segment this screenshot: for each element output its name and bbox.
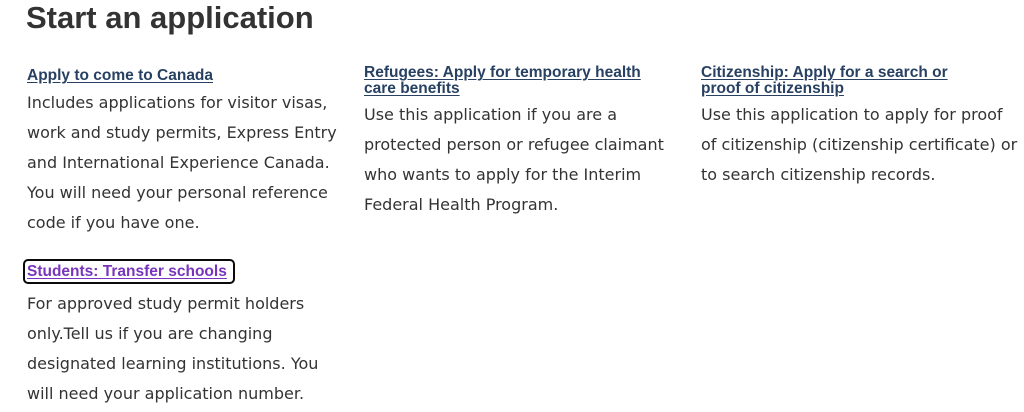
refugees-health-benefits-link[interactable]	[364, 65, 676, 97]
application-card-students-transfer-schools	[27, 261, 337, 409]
students-transfer-schools-description: For approved study permit holders only.Tell us if you are changing designated learning institutions. You will need your application number.	[27, 294, 319, 403]
application-card-citizenship-search	[701, 65, 1021, 190]
refugees-health-benefits-description: Use this application if you are a protected person or refugee claimant who wants to apply for the Interim Federal Health Program.	[364, 105, 664, 214]
link-line: Refugees: Apply for temporary health	[364, 64, 641, 81]
link-line: care benefits	[364, 80, 460, 97]
apply-to-come-to-canada-link[interactable]: Apply to come to Canada	[27, 67, 214, 84]
page-title: Start an application	[26, 0, 314, 35]
apply-to-come-to-canada-description: Includes applications for visitor visas, work and study permits, Express Entry and International Experience Canada. You will need your personal reference code if you have one.	[27, 93, 337, 232]
citizenship-search-link[interactable]	[701, 65, 1021, 97]
link-line: proof of citizenship	[701, 80, 844, 97]
students-transfer-schools-link[interactable]: Students: Transfer schools	[27, 263, 231, 280]
application-card-apply-to-come-to-canada	[27, 65, 357, 238]
application-card-refugees-health-benefits	[364, 65, 676, 220]
citizenship-search-description: Use this application to apply for proof of citizenship (citizenship certificate) or to search citizenship records.	[701, 105, 1018, 184]
link-line: Citizenship: Apply for a search or	[701, 64, 948, 81]
